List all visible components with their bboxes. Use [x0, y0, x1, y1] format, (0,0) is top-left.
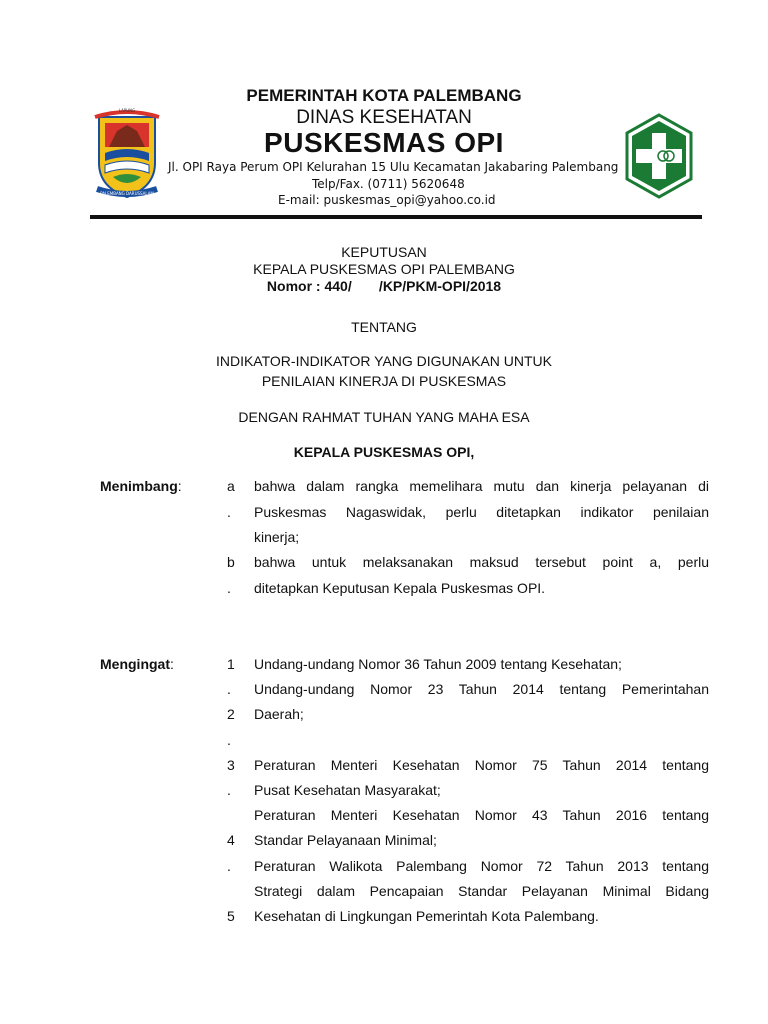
subject-line-2: PENILAIAN KINERJA DI PUSKESMAS [261, 373, 507, 389]
phone-line: Telp/Fax. (0711) 5620648 [312, 177, 465, 191]
logo-left-ribbon: LAPUNG [118, 108, 136, 113]
recalling-text-line: Peraturan Menteri Kesehatan Nomor 75 Tahun 2014 tentang [254, 757, 709, 773]
list-marker: . [227, 681, 231, 697]
recalling-text-line: Pusat Kesehatan Masyarakat; [254, 782, 441, 798]
list-marker: . [227, 732, 231, 748]
considering-text-line: bahwa dalam rangka memelihara mutu dan kinerja pelayanan di [254, 478, 709, 494]
letterhead-divider [90, 215, 702, 219]
considering-text-line: Puskesmas Nagaswidak, perlu ditetapkan indikator penilaian [254, 504, 709, 520]
recalling-text-line: Standar Pelayanaan Minimal; [254, 832, 437, 848]
about-heading: TENTANG [351, 319, 417, 335]
list-marker: 3 [227, 757, 235, 773]
recalling-text-line: Undang-undang Nomor 36 Tahun 2009 tentang Kesehatan; [254, 656, 622, 672]
list-marker: b [227, 554, 235, 570]
logo-left-motto: PALEMBANG DARUSSALAM [100, 191, 154, 196]
decree-issuer: KEPALA PUSKESMAS OPI PALEMBANG [253, 261, 515, 277]
recalling-text-line: Peraturan Walikota Palembang Nomor 72 Tahun 2013 tentang [254, 858, 709, 874]
decree-number: Nomor : 440/ /KP/PKM-OPI/2018 [266, 278, 502, 294]
recalling-label: Mengingat: [100, 656, 174, 672]
list-marker: 5 [227, 908, 235, 924]
address-line: Jl. OPI Raya Perum OPI Kelurahan 15 Ulu Kecamatan Jakabaring Palembang [168, 160, 619, 174]
recalling-text-line: Undang-undang Nomor 23 Tahun 2014 tentang Pemerintahan [254, 681, 709, 697]
recalling-text-line: Peraturan Menteri Kesehatan Nomor 43 Tahun 2016 tentang [254, 807, 709, 823]
recalling-text-line: Strategi dalam Pencapaian Standar Pelayanan Minimal Bidang [254, 883, 709, 899]
considering-text-line: ditetapkan Keputusan Kepala Puskesmas OPI. [254, 580, 546, 596]
decree-title: KEPUTUSAN [341, 244, 427, 260]
subject-line-1: INDIKATOR-INDIKATOR YANG DIGUNAKAN UNTUK [215, 353, 553, 369]
head-title: KEPALA PUSKESMAS OPI, [293, 444, 475, 460]
list-marker: 2 [227, 706, 235, 722]
list-marker: a [227, 478, 235, 494]
list-marker: . [227, 580, 231, 596]
list-marker: . [227, 504, 231, 520]
considering-label: Menimbang: [100, 478, 182, 494]
list-marker: . [227, 858, 231, 874]
office-name: DINAS KESEHATAN [296, 107, 472, 128]
list-marker: 4 [227, 832, 235, 848]
email-line: E-mail: puskesmas_opi@yahoo.co.id [278, 193, 496, 207]
organization-name: PUSKESMAS OPI [264, 127, 504, 158]
grace-line: DENGAN RAHMAT TUHAN YANG MAHA ESA [238, 409, 530, 425]
recalling-text-line: Kesehatan di Lingkungan Pemerintah Kota Palembang. [254, 908, 599, 924]
considering-text-line: kinerja; [254, 529, 300, 545]
list-marker: . [227, 782, 231, 798]
recalling-text-line: Daerah; [254, 706, 304, 722]
government-name: PEMERINTAH KOTA PALEMBANG [246, 86, 522, 105]
list-marker: 1 [227, 656, 235, 672]
considering-text-line: bahwa untuk melaksanakan maksud tersebut point a, perlu [254, 554, 709, 570]
